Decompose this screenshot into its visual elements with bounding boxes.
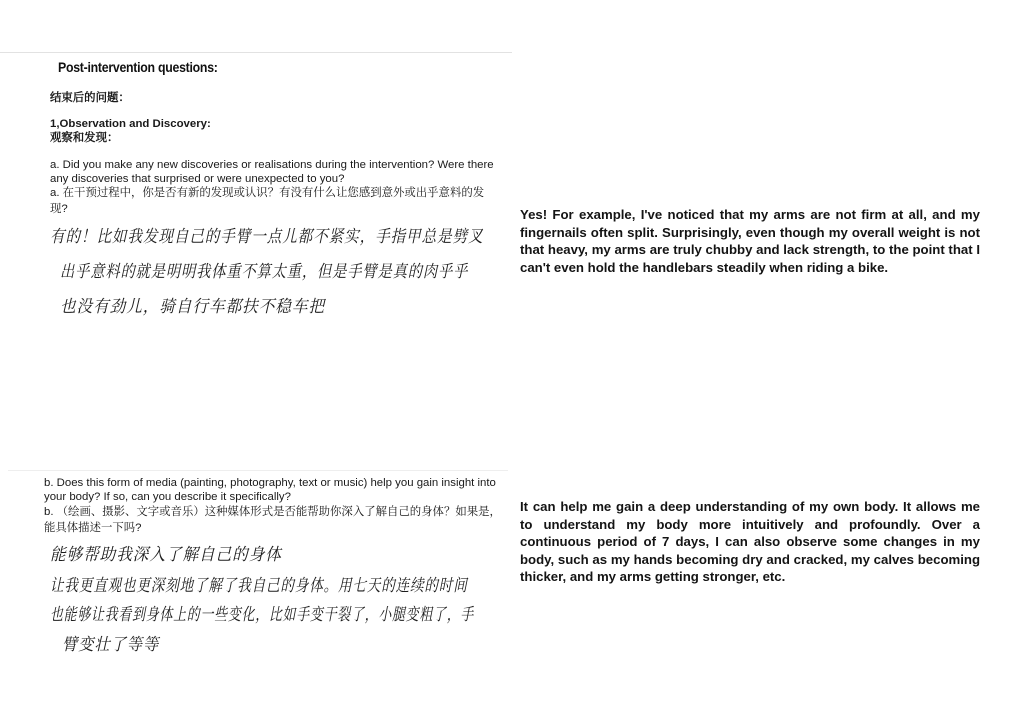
- question-a-en-line1: a. Did you make any new discoveries or realisations during the intervention? Were there: [50, 159, 494, 171]
- handwritten-answer-a-line3: 也没有劲儿，骑自行车都扶不稳车把: [60, 297, 325, 317]
- section1-heading-zh: 观察和发现：: [50, 132, 119, 144]
- typed-answer-b: It can help me gain a deep understanding of my own body. It allows me to understand my body more intuitively and profoundly. Over a continuous period of 7 days, I can also observe some changes in my body, such as my hands becoming dry and cracked, my calves becoming thicker, and my arms getting stronger, etc.: [520, 499, 980, 584]
- handwritten-answer-b-line1: 能够帮助我深入了解自己的身体: [50, 545, 282, 565]
- question-a-zh-line2: 现?: [50, 203, 68, 215]
- handwritten-answer-b-line4: 臂变壮了等等: [62, 635, 160, 655]
- section-divider: [8, 470, 508, 471]
- handwritten-answer-b-line3: 也能够让我看到身体上的一些变化，比如手变干裂了，小腿变粗了，手: [50, 605, 475, 625]
- handwritten-answer-a-line2: 出乎意料的就是明明我体重不算太重，但是手臂是真的肉乎乎: [60, 262, 469, 282]
- handwritten-answer-a-line1: 有的！比如我发现自己的手臂一点儿都不紧实，手指甲总是劈叉: [50, 227, 484, 247]
- typed-answer-a: Yes! For example, I've noticed that my arms are not firm at all, and my fingernails often split. Surprisingly, even though my overall weight is not that heavy, my arms are truly chubby and lack strength, to the point that I can't even hold the handlebars steadily when riding a bike.: [520, 207, 980, 275]
- question-b-zh-line2: 能具体描述一下吗?: [44, 522, 142, 534]
- question-b-en-line2: your body? If so, can you describe it specifically?: [44, 491, 291, 503]
- subtitle-zh: 结束后的问题：: [50, 92, 130, 104]
- handwritten-answer-b-line2: 让我更直观也更深刻地了解了我自己的身体。用七天的连续的时间: [50, 576, 468, 596]
- header-divider: [0, 52, 512, 53]
- question-b-en-line1: b. Does this form of media (painting, photography, text or music) help you gain insight into: [44, 477, 496, 489]
- question-a-en-line2: any discoveries that surprised or were unexpected to you?: [50, 173, 345, 185]
- question-a-zh-line1: a. 在干预过程中，你是否有新的发现或认识？有没有什么让您感到意外或出乎意料的发: [50, 187, 485, 199]
- section1-heading-en: 1,Observation and Discovery:: [50, 118, 211, 130]
- question-b-zh-line1: b. （绘画、摄影、文字或音乐）这种媒体形式是否能帮助你深入了解自己的身体？如果是，: [44, 506, 501, 518]
- page-title: Post-intervention questions:: [58, 59, 218, 75]
